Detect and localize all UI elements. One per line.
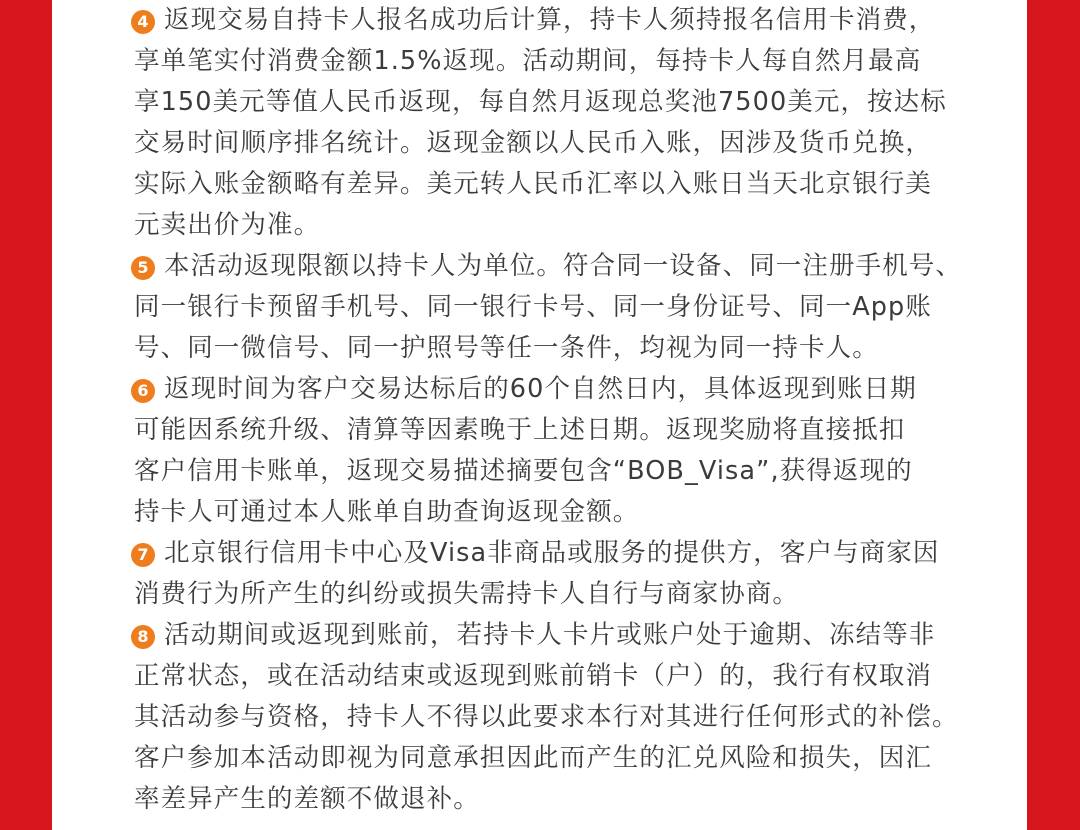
term-line — [134, 0, 1010, 41]
term-text: 北京银行信用卡中心及Visa非商品或服务的提供方，客户与商家因 — [164, 538, 940, 568]
term-line: 其活动参与资格，持卡人不得以此要求本行对其进行任何形式的补偿。 — [134, 702, 959, 732]
term-line: 同一银行卡预留手机号、同一银行卡号、同一身份证号、同一App账 — [134, 292, 932, 322]
number-badge-icon: 5 — [131, 256, 155, 280]
term-item-4 — [134, 0, 1010, 246]
term-line — [134, 533, 1010, 574]
number-badge-icon: 4 — [131, 10, 155, 34]
term-line: 率差异产生的差额不做退补。 — [134, 784, 480, 814]
term-line: 持卡人可通过本人账单自助查询返现金额。 — [134, 497, 640, 527]
number-badge-icon: 7 — [131, 543, 155, 567]
term-text: 返现交易自持卡人报名成功后计算，持卡人须持报名信用卡消费， — [164, 5, 936, 35]
term-text: 活动期间或返现到账前，若持卡人卡片或账户处于逾期、冻结等非 — [164, 620, 936, 650]
term-text: 返现时间为客户交易达标后的60个自然日内，具体返现到账日期 — [164, 374, 917, 404]
term-line: 元卖出价为准。 — [134, 210, 321, 240]
term-line: 正常状态，或在活动结束或返现到账前销卡（户）的，我行有权取消 — [134, 661, 933, 691]
term-text: 本活动返现限额以持卡人为单位。符合同一设备、同一注册手机号、 — [164, 251, 963, 281]
term-line — [134, 615, 1010, 656]
term-item-8 — [134, 615, 1010, 820]
term-line: 消费行为所产生的纠纷或损失需持卡人自行与商家协商。 — [134, 579, 800, 609]
term-line: 享150美元等值人民币返现，每自然月返现总奖池7500美元，按达标 — [134, 87, 947, 117]
term-line: 客户参加本活动即视为同意承担因此而产生的汇兑风险和损失，因汇 — [134, 743, 933, 773]
term-line: 交易时间顺序排名统计。返现金额以人民币入账，因涉及货币兑换， — [134, 128, 933, 158]
term-item-7 — [134, 533, 1010, 615]
term-line: 享单笔实付消费金额1.5%返现。活动期间，每持卡人每自然月最高 — [134, 46, 922, 76]
term-line — [134, 246, 1010, 287]
term-line: 客户信用卡账单，返现交易描述摘要包含“BOB_Visa”,获得返现的 — [134, 456, 913, 486]
term-line — [134, 369, 1010, 410]
term-line: 可能因系统升级、清算等因素晚于上述日期。返现奖励将直接抵扣 — [134, 415, 906, 445]
number-badge-icon: 6 — [131, 379, 155, 403]
term-item-5 — [134, 246, 1010, 369]
term-item-6 — [134, 369, 1010, 533]
term-line: 号、同一微信号、同一护照号等任一条件，均视为同一持卡人。 — [134, 333, 879, 363]
terms-list — [134, 0, 1010, 820]
term-line: 实际入账金额略有差异。美元转人民币汇率以入账日当天北京银行美 — [134, 169, 933, 199]
terms-panel — [52, 0, 1027, 830]
number-badge-icon: 8 — [131, 625, 155, 649]
